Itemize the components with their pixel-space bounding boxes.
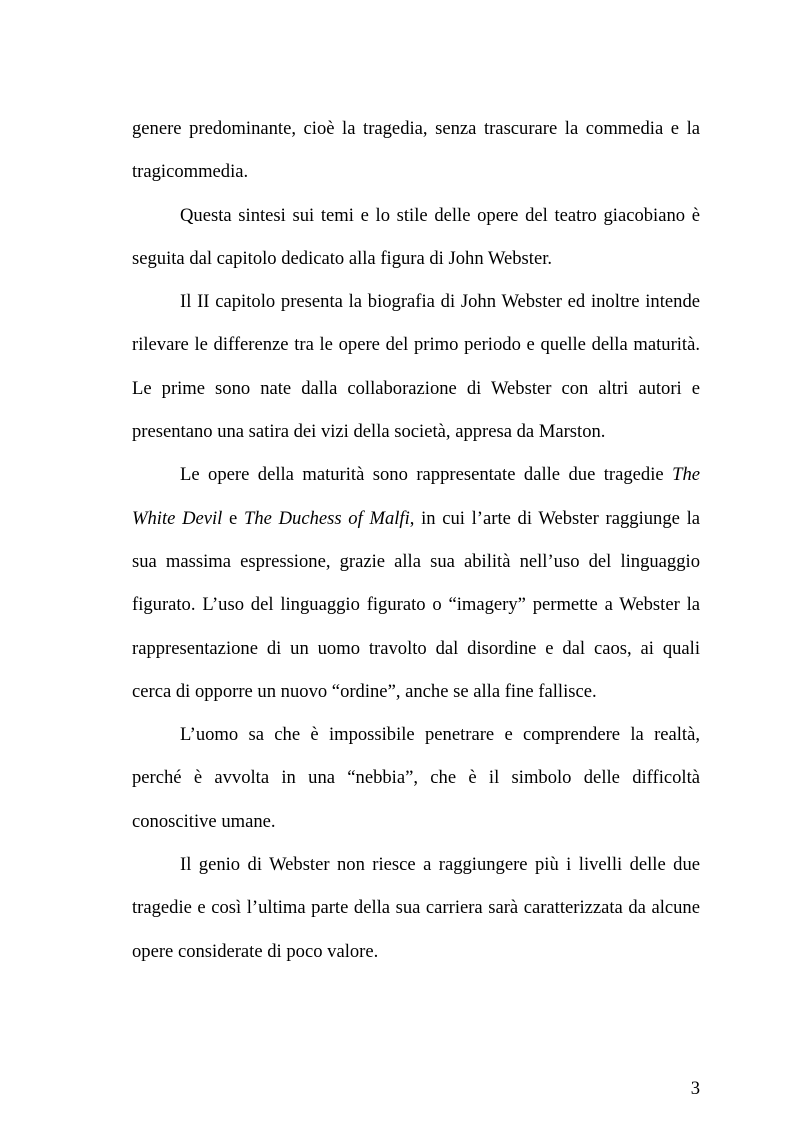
text-line <box>132 497 700 540</box>
text-segment: , in cui l’arte di Webster raggiunge la <box>409 507 700 529</box>
paragraph-start-line: L’uomo sa che è impossibile penetrare e comprendere la realtà, <box>180 724 700 746</box>
text-line: conoscitive umane. <box>132 810 276 832</box>
text-line: sua massima espressione, grazie alla sua abilità nell’uso del linguaggio <box>132 550 700 572</box>
paragraph-start-line: Questa sintesi sui temi e lo stile delle opere del teatro giacobiano è <box>180 204 700 226</box>
text-segment: Le opere della maturità sono rappresentate dalle due tragedie <box>180 464 664 486</box>
text-line: cerca di opporre un nuovo “ordine”, anche se alla fine fallisce. <box>132 680 597 702</box>
italic-title-fragment: The <box>672 464 700 486</box>
text-line: seguita dal capitolo dedicato alla figura di John Webster. <box>132 247 553 269</box>
text-line: rilevare le differenze tra le opere del primo periodo e quelle della maturità. <box>132 334 700 356</box>
text-line: figurato. L’uso del linguaggio figurato o “imagery” permette a Webster la <box>132 594 700 616</box>
italic-title-white-devil: White Devil <box>132 507 223 529</box>
paragraph-start-line: Il genio di Webster non riesce a raggiungere più i livelli delle due <box>180 854 700 876</box>
text-line: genere predominante, cioè la tragedia, senza trascurare la commedia e la <box>132 118 700 139</box>
text-line: Le prime sono nate dalla collaborazione di Webster con altri autori e <box>132 377 700 399</box>
text-segment: e <box>229 507 238 529</box>
paragraph-start-line <box>132 453 700 496</box>
text-line: tragedie e così l’ultima parte della sua carriera sarà caratterizzata da alcune <box>132 897 700 919</box>
document-body <box>132 107 700 973</box>
text-line: perché è avvolta in una “nebbia”, che è il simbolo delle difficoltà <box>132 767 700 789</box>
text-line: rappresentazione di un uomo travolto dal disordine e dal caos, ai quali <box>132 637 700 659</box>
paragraph-start-line: Il II capitolo presenta la biografia di John Webster ed inoltre intende <box>180 291 700 313</box>
italic-title-duchess-of-malfi: The Duchess of Malfi <box>244 507 410 529</box>
page-number: 3 <box>690 1078 700 1099</box>
text-line: presentano una satira dei vizi della società, appresa da Marston. <box>132 421 606 443</box>
text-line: tragicommedia. <box>132 161 249 183</box>
text-line: opere considerate di poco valore. <box>132 940 379 962</box>
